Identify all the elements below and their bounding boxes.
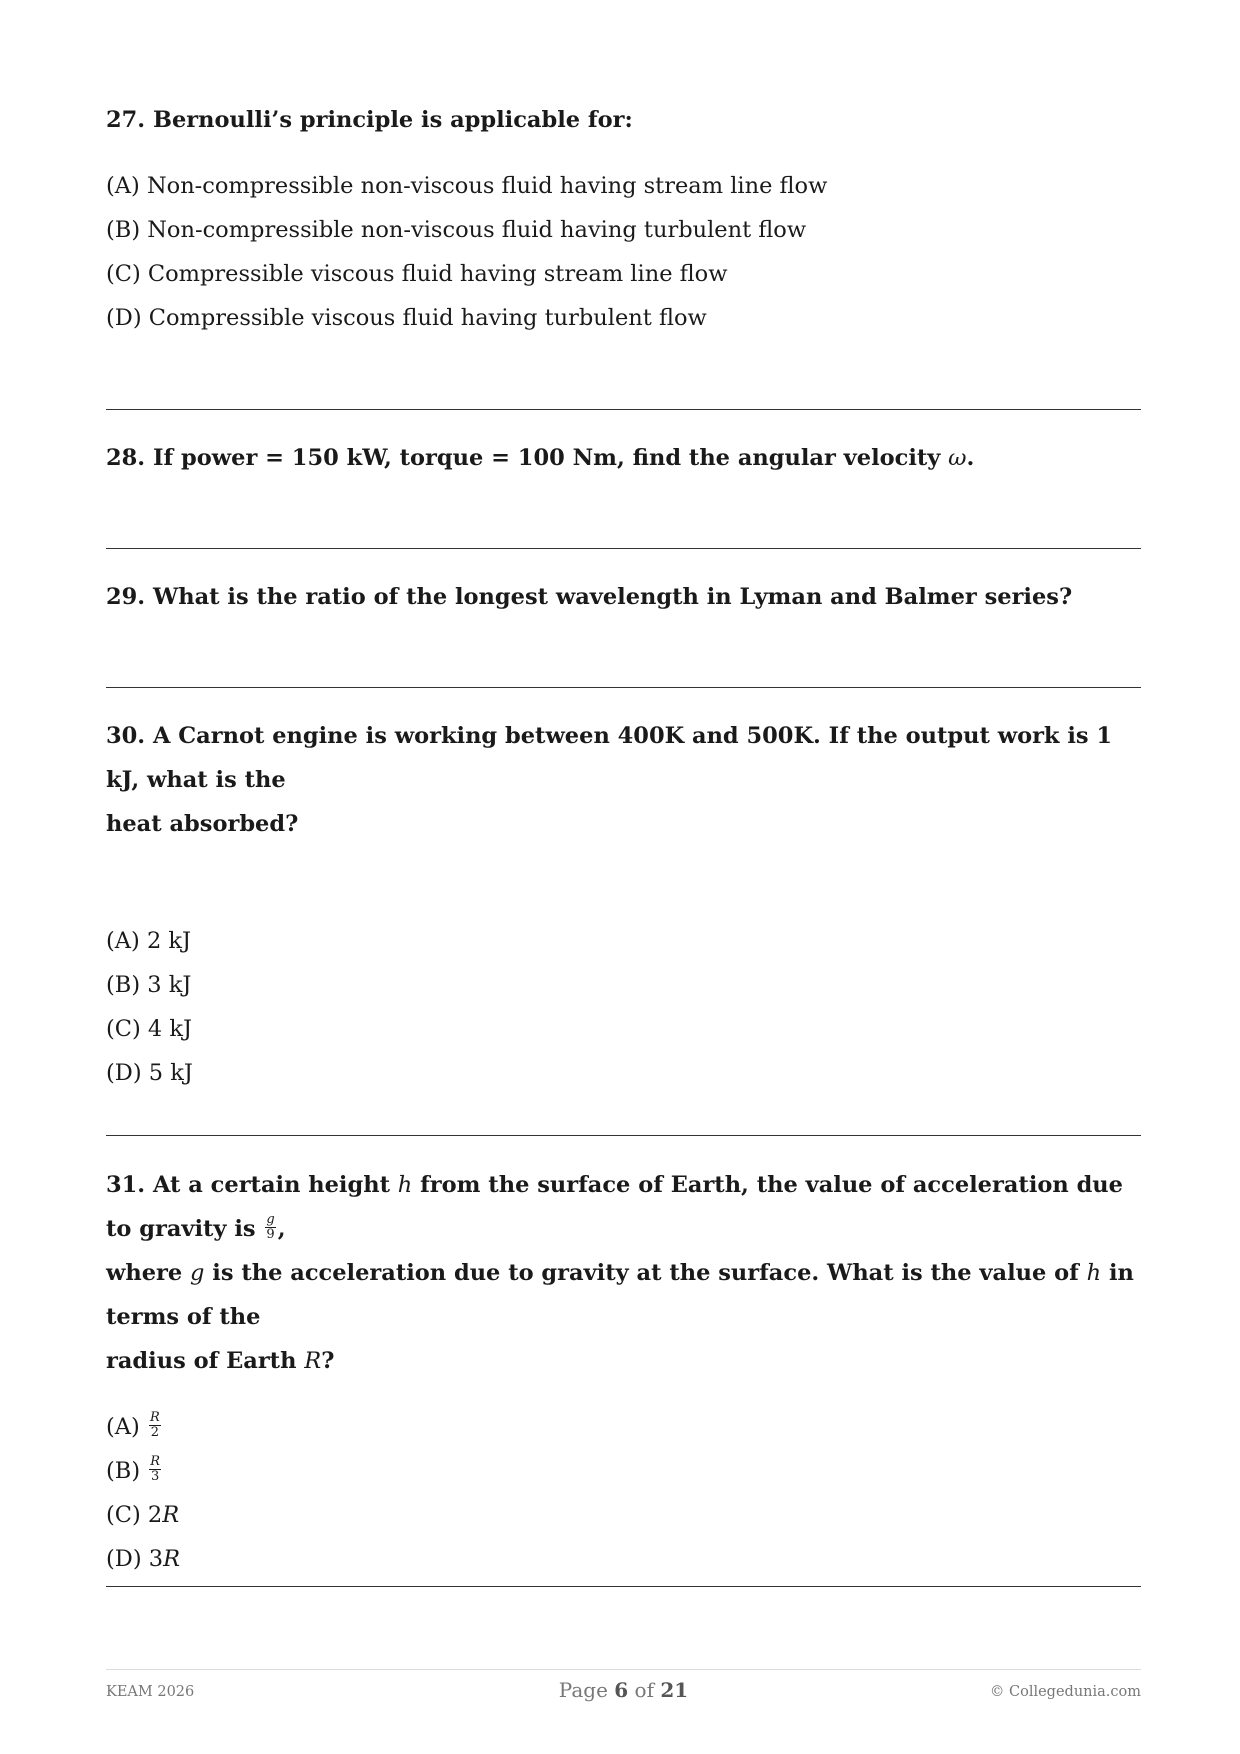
option-c: (C) Compressible viscous fluid having stream line flow (106, 261, 728, 287)
divider (106, 409, 1141, 410)
copyright: © Collegedunia.com (989, 1684, 1141, 1700)
r-over-2-fraction: $\frac{R}{2}$ (149, 1409, 160, 1440)
question-27-title: 27. Bernoulli’s principle is applicable for: (106, 107, 633, 133)
divider (106, 1135, 1141, 1136)
question-31 (106, 1163, 1141, 1581)
page-footer (106, 1676, 1141, 1706)
divider (106, 548, 1141, 549)
footer-divider (106, 1669, 1141, 1670)
question-31-title: 31. At a certain height h from the surface of Earth, the value of acceleration due to gravity is $\frac{g}{9}$ , where g is the acceleration due to gravity at the surface. What is the value of h in terms of the radius of Earth R? (106, 1172, 1134, 1374)
g-over-9-fraction: $\frac{g}{9}$ (266, 1211, 275, 1242)
question-29 (106, 575, 1141, 619)
divider (106, 1586, 1141, 1587)
exam-name: KEAM 2026 (106, 1684, 195, 1700)
question-28-title: 28. If power = 150 kW, torque = 100 Nm, find the angular velocity ω. (106, 445, 975, 471)
question-30-options (106, 919, 1141, 1095)
option-d: (D) Compressible viscous fluid having turbulent flow (106, 305, 707, 331)
page-number: Page 6 of 21 (558, 1678, 689, 1702)
option-d: (D) 5 kJ (106, 1060, 193, 1086)
option-a: (A) $\frac{R}{2}$ (106, 1409, 160, 1440)
question-30 (106, 714, 1141, 1095)
document-page (106, 0, 1141, 1754)
option-a: (A) 2 kJ (106, 928, 192, 954)
option-c: (C) 4 kJ (106, 1016, 193, 1042)
option-d: (D) 3R (106, 1546, 181, 1572)
question-28 (106, 436, 1141, 480)
option-b: (B) $\frac{R}{3}$ (106, 1453, 161, 1484)
option-c: (C) 2R (106, 1502, 180, 1528)
question-27 (106, 98, 1141, 340)
question-31-options (106, 1405, 1141, 1581)
option-a: (A) Non-compressible non-viscous fluid having stream line flow (106, 173, 828, 199)
question-27-options (106, 164, 1141, 340)
question-30-title: 30. A Carnot engine is working between 400K and 500K. If the output work is 1 kJ, what is the heat absorbed? (106, 723, 1113, 837)
divider (106, 687, 1141, 688)
question-29-title: 29. What is the ratio of the longest wavelength in Lyman and Balmer series? (106, 584, 1073, 610)
option-b: (B) Non-compressible non-viscous fluid having turbulent flow (106, 217, 807, 243)
option-b: (B) 3 kJ (106, 972, 192, 998)
omega-symbol: ω (948, 445, 967, 471)
r-over-3-fraction: $\frac{R}{3}$ (150, 1453, 161, 1484)
